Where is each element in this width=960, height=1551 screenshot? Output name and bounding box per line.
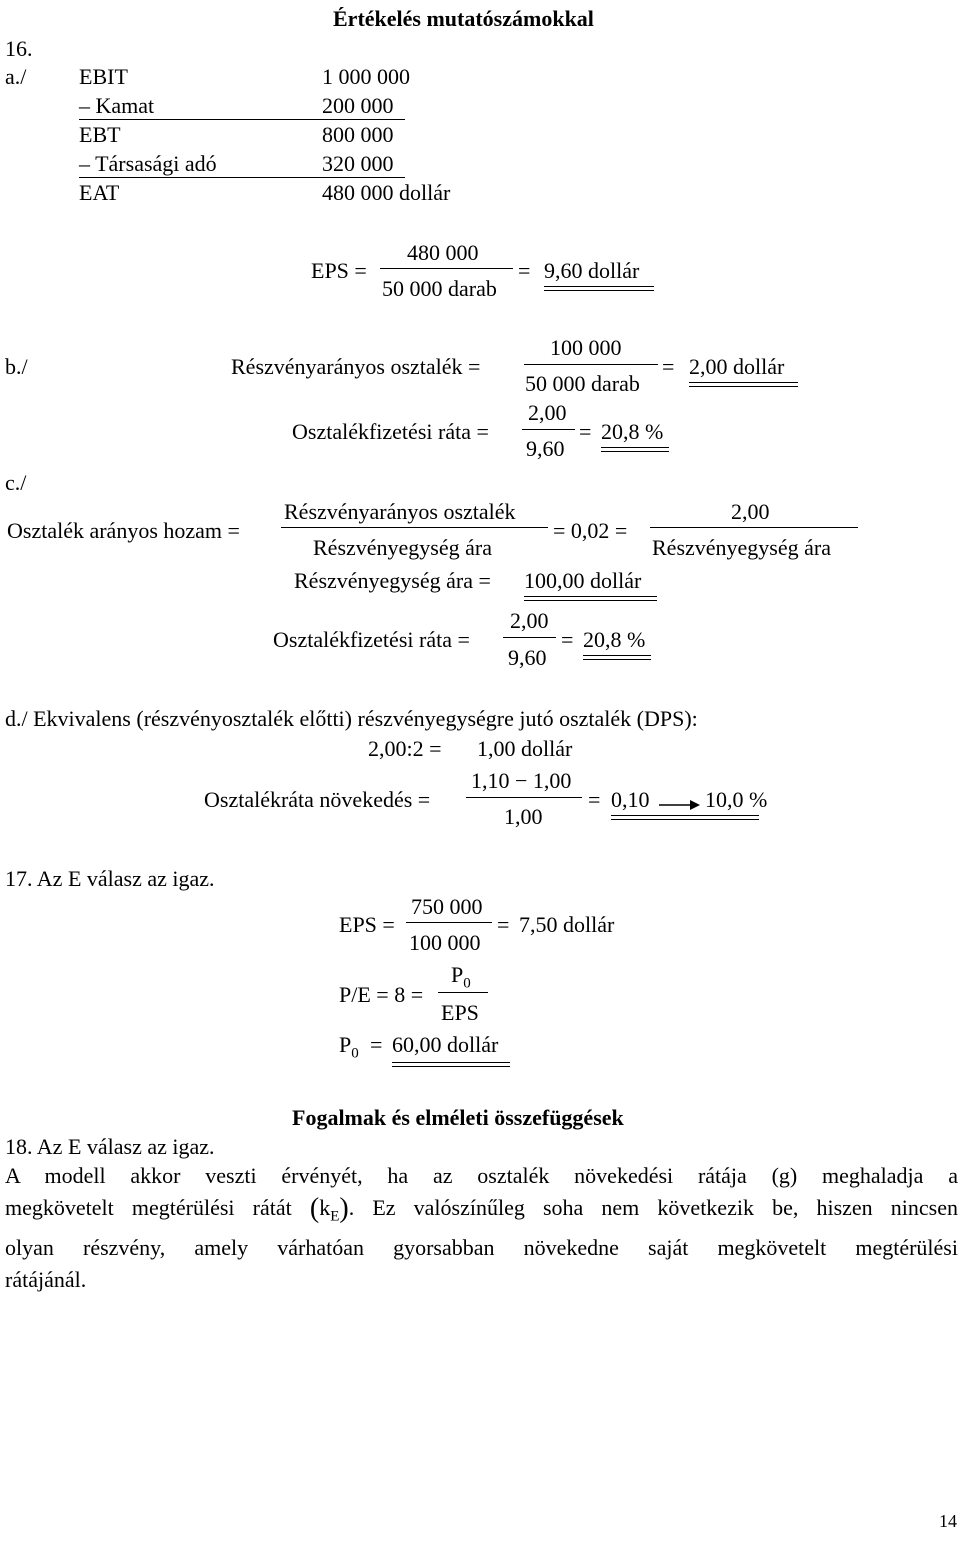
text-line: A modell akkor veszti érvényét, ha az osztalék növekedési rátája (g) meghaladja a	[5, 1163, 958, 1188]
result-double-underline	[583, 655, 651, 660]
payout-result: 20,8 %	[601, 419, 664, 444]
payout-lhs: Osztalékfizetési ráta =	[273, 627, 470, 652]
fraction-bar	[650, 527, 858, 528]
p-subscript: 0	[351, 1045, 359, 1062]
payout-result: 20,8 %	[583, 627, 646, 652]
equals-sign: =	[497, 912, 510, 937]
fraction-numerator: 100 000	[550, 335, 622, 360]
growth-lhs: Osztalékráta növekedés =	[204, 787, 431, 812]
text-segment: megkövetelt megtérülési rátát	[5, 1195, 292, 1220]
text-line: olyan részvény, amely várhatóan gyorsabban növekedne saját megkövetelt megtérülési	[5, 1235, 958, 1261]
arrow-icon	[658, 792, 702, 814]
eps-result: 7,50 dollár	[519, 912, 615, 937]
p-subscript: 0	[463, 975, 471, 992]
fraction-numerator: 1,10 − 1,00	[471, 768, 572, 793]
q18-explanation	[5, 1160, 958, 1296]
fraction-denominator: 50 000 darab	[382, 276, 497, 301]
fraction-numerator: 2,00	[731, 499, 770, 524]
pe-lhs: P/E = 8 =	[339, 982, 424, 1007]
subtotal-rule	[79, 119, 405, 120]
dps-calc-lhs: 2,00:2 =	[368, 736, 442, 761]
text-line: rátájánál.	[5, 1267, 87, 1293]
growth-result-percent: 10,0 %	[705, 787, 768, 812]
page-title: Értékelés mutatószámokkal	[333, 6, 594, 31]
row-label: – Kamat	[79, 93, 155, 118]
page-number: 14	[939, 1511, 957, 1531]
eps-result: 9,60 dollár	[544, 258, 640, 283]
row-value: 200 000	[322, 93, 394, 118]
result-double-underline	[524, 596, 657, 601]
price-result: 100,00 dollár	[524, 568, 642, 593]
subtotal-rule	[79, 177, 405, 178]
equals-sign: =	[518, 258, 531, 283]
section-title: Fogalmak és elméleti összefüggések	[292, 1105, 624, 1130]
fraction-denominator: 1,00	[504, 804, 543, 829]
text-line	[5, 1192, 958, 1232]
result-double-underline	[544, 286, 654, 291]
part-d-text: d./ Ekvivalens (részvényosztalék előtti) részvényegységre jutó osztalék (DPS):	[5, 706, 698, 731]
eps-lhs: EPS =	[339, 912, 395, 937]
fraction-bar	[380, 268, 513, 269]
dps-result: 2,00 dollár	[689, 354, 785, 379]
equals-sign: =	[588, 787, 601, 812]
q17-answer: 17. Az E válasz az igaz.	[5, 866, 215, 891]
q18-answer: 18. Az E válasz az igaz.	[5, 1134, 215, 1159]
fraction-numerator: 2,00	[528, 400, 567, 425]
p-main: P	[339, 1032, 352, 1057]
equals-sign: =	[662, 354, 675, 379]
row-label: EAT	[79, 180, 120, 205]
text-segment: . Ez valószínűleg soha nem következik be, hiszen nincsen	[348, 1195, 958, 1220]
question-number: 16.	[5, 36, 33, 61]
fraction-bar	[466, 797, 582, 798]
equals-sign: =	[579, 419, 592, 444]
row-value: 1 000 000	[322, 64, 410, 89]
fraction-numerator	[451, 964, 471, 991]
dps-calc-result: 1,00 dollár	[477, 736, 573, 761]
fraction-numerator: Részvényarányos osztalék	[284, 499, 516, 524]
fraction-denominator: Részvényegység ára	[652, 535, 831, 560]
result-double-underline	[601, 447, 669, 452]
yield-equals: = 0,02 =	[553, 518, 628, 543]
row-value: 320 000	[322, 151, 394, 176]
fraction-numerator: 480 000	[407, 240, 479, 265]
part-label-b: b./	[5, 354, 28, 379]
fraction-denominator: EPS	[441, 1000, 479, 1025]
fraction-numerator: 750 000	[411, 894, 483, 919]
price-lhs: Részvényegység ára =	[294, 568, 491, 593]
k-e-symbol: $(k_E)$	[309, 1193, 349, 1225]
result-double-underline	[611, 815, 759, 820]
equals-sign: =	[561, 627, 574, 652]
part-label-c: c./	[5, 470, 27, 495]
row-label: EBIT	[79, 64, 128, 89]
result-double-underline	[392, 1062, 510, 1067]
p0-result: 60,00 dollár	[392, 1032, 499, 1057]
payout-lhs: Osztalékfizetési ráta =	[292, 419, 489, 444]
dps-lhs: Részvényarányos osztalék =	[231, 354, 481, 379]
fraction-bar	[406, 922, 492, 923]
fraction-denominator: 50 000 darab	[525, 371, 640, 396]
fraction-bar	[524, 364, 658, 365]
fraction-denominator: 9,60	[508, 645, 547, 670]
p-main: P	[451, 962, 464, 987]
row-label: – Társasági adó	[79, 151, 217, 176]
fraction-bar	[281, 527, 548, 528]
fraction-denominator: 9,60	[526, 436, 565, 461]
growth-result-decimal: 0,10	[611, 787, 650, 812]
result-double-underline	[689, 382, 798, 387]
yield-lhs: Osztalék arányos hozam =	[7, 518, 240, 543]
equals-sign: =	[370, 1032, 383, 1057]
fraction-bar	[503, 637, 556, 638]
row-label: EBT	[79, 122, 121, 147]
fraction-denominator: 100 000	[409, 930, 481, 955]
part-label-a: a./	[5, 64, 27, 89]
p0-lhs	[339, 1034, 359, 1061]
fraction-bar	[438, 992, 488, 993]
row-value: 800 000	[322, 122, 394, 147]
fraction-bar	[522, 429, 575, 430]
fraction-numerator: 2,00	[510, 608, 549, 633]
eps-lhs: EPS =	[311, 258, 367, 283]
fraction-denominator: Részvényegység ára	[313, 535, 492, 560]
row-value: 480 000 dollár	[322, 180, 451, 205]
